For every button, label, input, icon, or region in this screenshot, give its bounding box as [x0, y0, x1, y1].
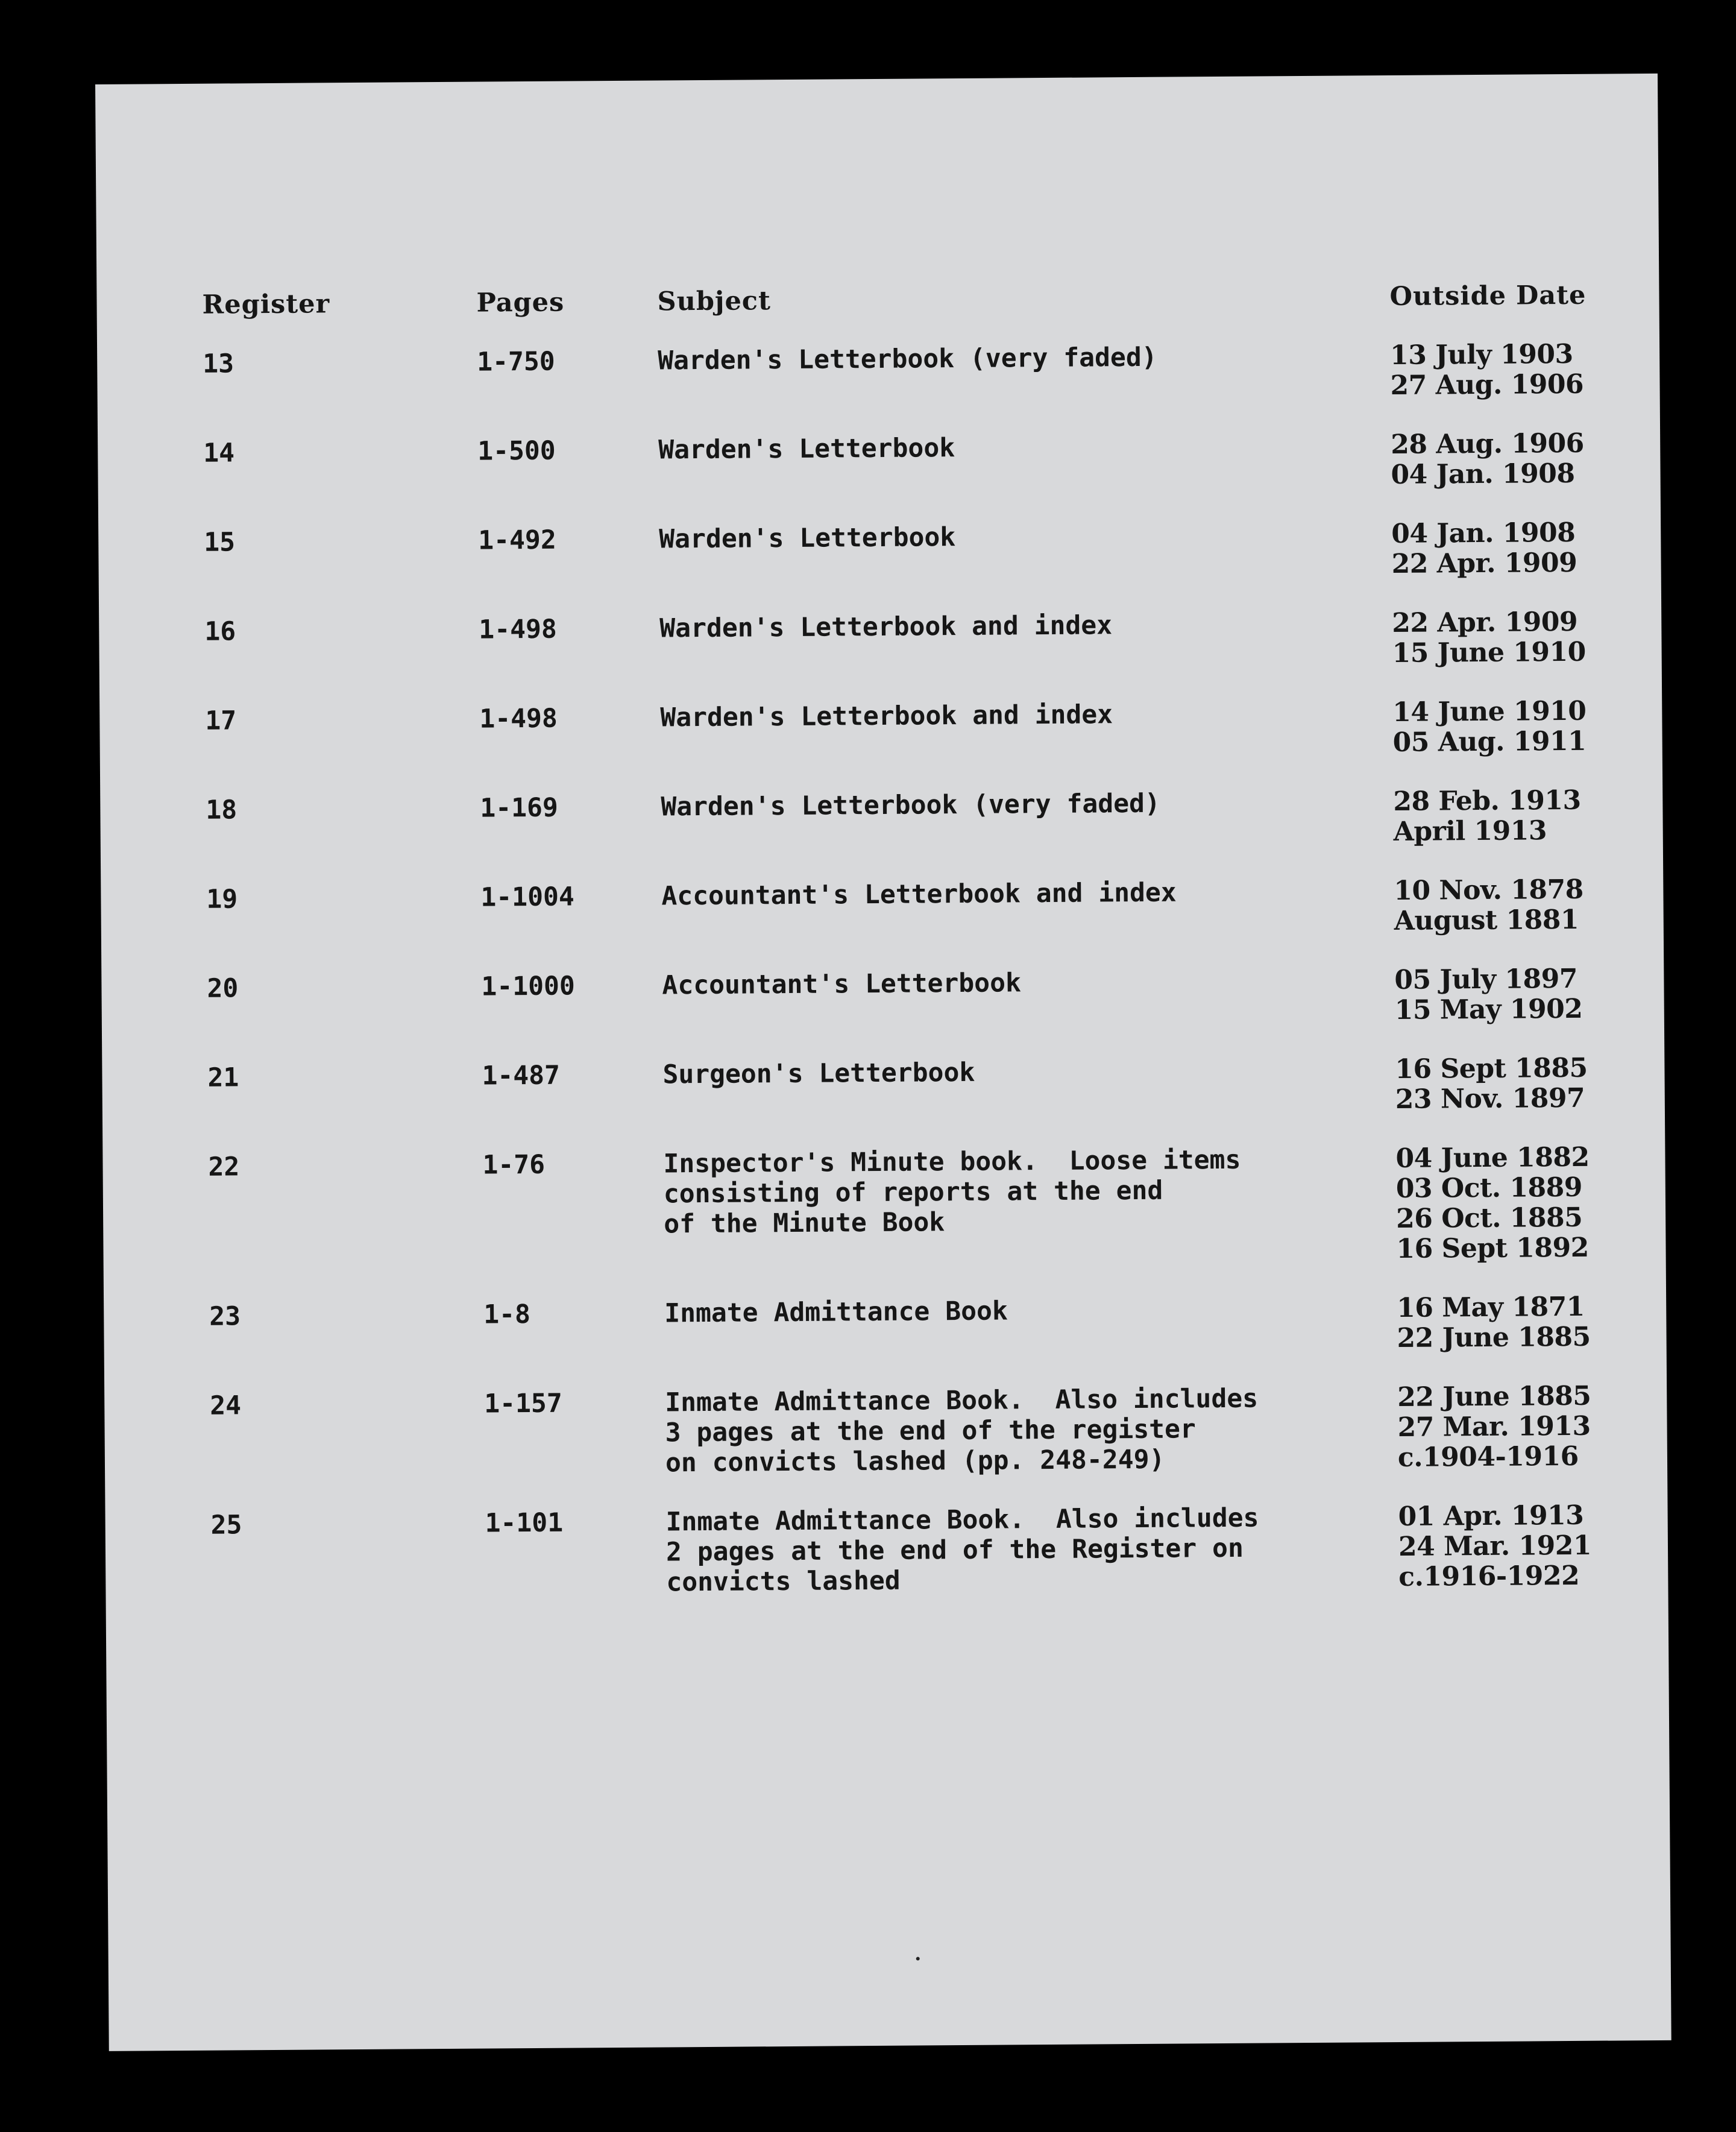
- page-range: 1-8: [483, 1299, 531, 1330]
- table-row: [104, 1380, 1667, 1478]
- page-range: 1-157: [484, 1388, 562, 1419]
- page-range: 1-487: [482, 1060, 561, 1091]
- page-range: 1-1004: [480, 882, 574, 913]
- outside-dates: 16 May 1871 22 June 1885: [1397, 1291, 1591, 1354]
- outside-dates: 28 Feb. 1913 April 1913: [1393, 784, 1581, 847]
- table-row: [98, 517, 1661, 580]
- header-subject: Subject: [657, 286, 772, 317]
- outside-dates: 05 July 1897 15 May 1902: [1394, 963, 1583, 1026]
- page-range: 1-498: [479, 614, 557, 645]
- page-range: 1-492: [478, 525, 556, 556]
- register-number: 19: [206, 884, 238, 915]
- subject-text: Warden's Letterbook: [658, 433, 955, 465]
- table-row: [100, 784, 1662, 847]
- table-row: [101, 963, 1664, 1026]
- outside-dates: 10 Nov. 1878 August 1881: [1394, 874, 1583, 936]
- register-number: 25: [210, 1510, 242, 1541]
- page-range: 1-500: [477, 435, 556, 467]
- outside-dates: 22 Apr. 1909 15 June 1910: [1392, 606, 1586, 669]
- subject-text: Inmate Admittance Book: [664, 1296, 1008, 1329]
- outside-dates: 28 Aug. 1906 04 Jan. 1908: [1391, 427, 1584, 491]
- page-range: 1-101: [485, 1507, 564, 1539]
- page-range: 1-1000: [481, 971, 575, 1002]
- table-row: [102, 1141, 1665, 1264]
- subject-text: Inmate Admittance Book. Also includes 3 pages at the end of the register on convicts lashed (pp. 248-249): [665, 1383, 1259, 1478]
- subject-text: Inspector's Minute book. Loose items consisting of reports at the end of the Minute Book: [663, 1144, 1241, 1240]
- subject-text: Warden's Letterbook (very faded): [661, 788, 1160, 822]
- subject-text: Warden's Letterbook and index: [659, 610, 1113, 644]
- register-number: 24: [210, 1390, 242, 1421]
- subject-text: Surgeon's Letterbook: [662, 1057, 975, 1090]
- table-row: [97, 338, 1659, 402]
- speck: [916, 1957, 920, 1961]
- outside-dates: 22 June 1885 27 Mar. 1913 c.1904-1916: [1397, 1380, 1591, 1473]
- subject-text: Accountant's Letterbook and index: [661, 877, 1177, 912]
- subject-text: Warden's Letterbook (very faded): [658, 342, 1157, 376]
- document-page: [95, 74, 1672, 2051]
- register-listing: [95, 74, 1672, 2051]
- register-number: 22: [208, 1152, 240, 1182]
- register-number: 20: [207, 973, 239, 1004]
- outside-dates: 04 June 1882 03 Oct. 1889 26 Oct. 1885 16 Sept 1892: [1395, 1141, 1590, 1264]
- table-row: [101, 874, 1663, 936]
- outside-dates: 14 June 1910 05 Aug. 1911: [1392, 695, 1587, 758]
- subject-text: Accountant's Letterbook: [662, 968, 1022, 1001]
- page-range: 1-169: [480, 792, 559, 824]
- subject-text: Warden's Letterbook: [659, 522, 956, 555]
- subject-text: Warden's Letterbook and index: [660, 699, 1113, 733]
- table-row: [99, 695, 1662, 758]
- page-range: 1-750: [477, 346, 555, 377]
- register-number: 23: [209, 1301, 241, 1332]
- register-number: 15: [204, 527, 236, 558]
- register-number: 17: [205, 705, 237, 736]
- outside-dates: 01 Apr. 1913 24 Mar. 1921 c.1916-1922: [1398, 1500, 1592, 1592]
- header-outside-date: Outside Date: [1389, 280, 1587, 312]
- register-number: 14: [203, 438, 235, 468]
- table-row: [99, 606, 1661, 669]
- table-row: [102, 1052, 1664, 1115]
- table-row: [98, 427, 1660, 491]
- page-range: 1-498: [479, 703, 558, 734]
- subject-text: Inmate Admittance Book. Also includes 2 pages at the end of the Register on convicts lashed: [665, 1503, 1259, 1598]
- outside-dates: 16 Sept 1885 23 Nov. 1897: [1395, 1052, 1588, 1115]
- page-range: 1-76: [482, 1149, 546, 1181]
- register-number: 13: [203, 348, 234, 379]
- table-row: [105, 1500, 1668, 1598]
- pointer-arrow-icon: [0, 885, 96, 939]
- register-number: 21: [207, 1062, 239, 1093]
- header-pages: Pages: [476, 287, 565, 318]
- outside-dates: 13 July 1903 27 Aug. 1906: [1390, 338, 1584, 402]
- register-number: 16: [204, 616, 236, 647]
- outside-dates: 04 Jan. 1908 22 Apr. 1909: [1391, 517, 1577, 580]
- register-number: 18: [206, 795, 237, 825]
- table-row: [104, 1291, 1666, 1354]
- header-register: Register: [202, 289, 330, 320]
